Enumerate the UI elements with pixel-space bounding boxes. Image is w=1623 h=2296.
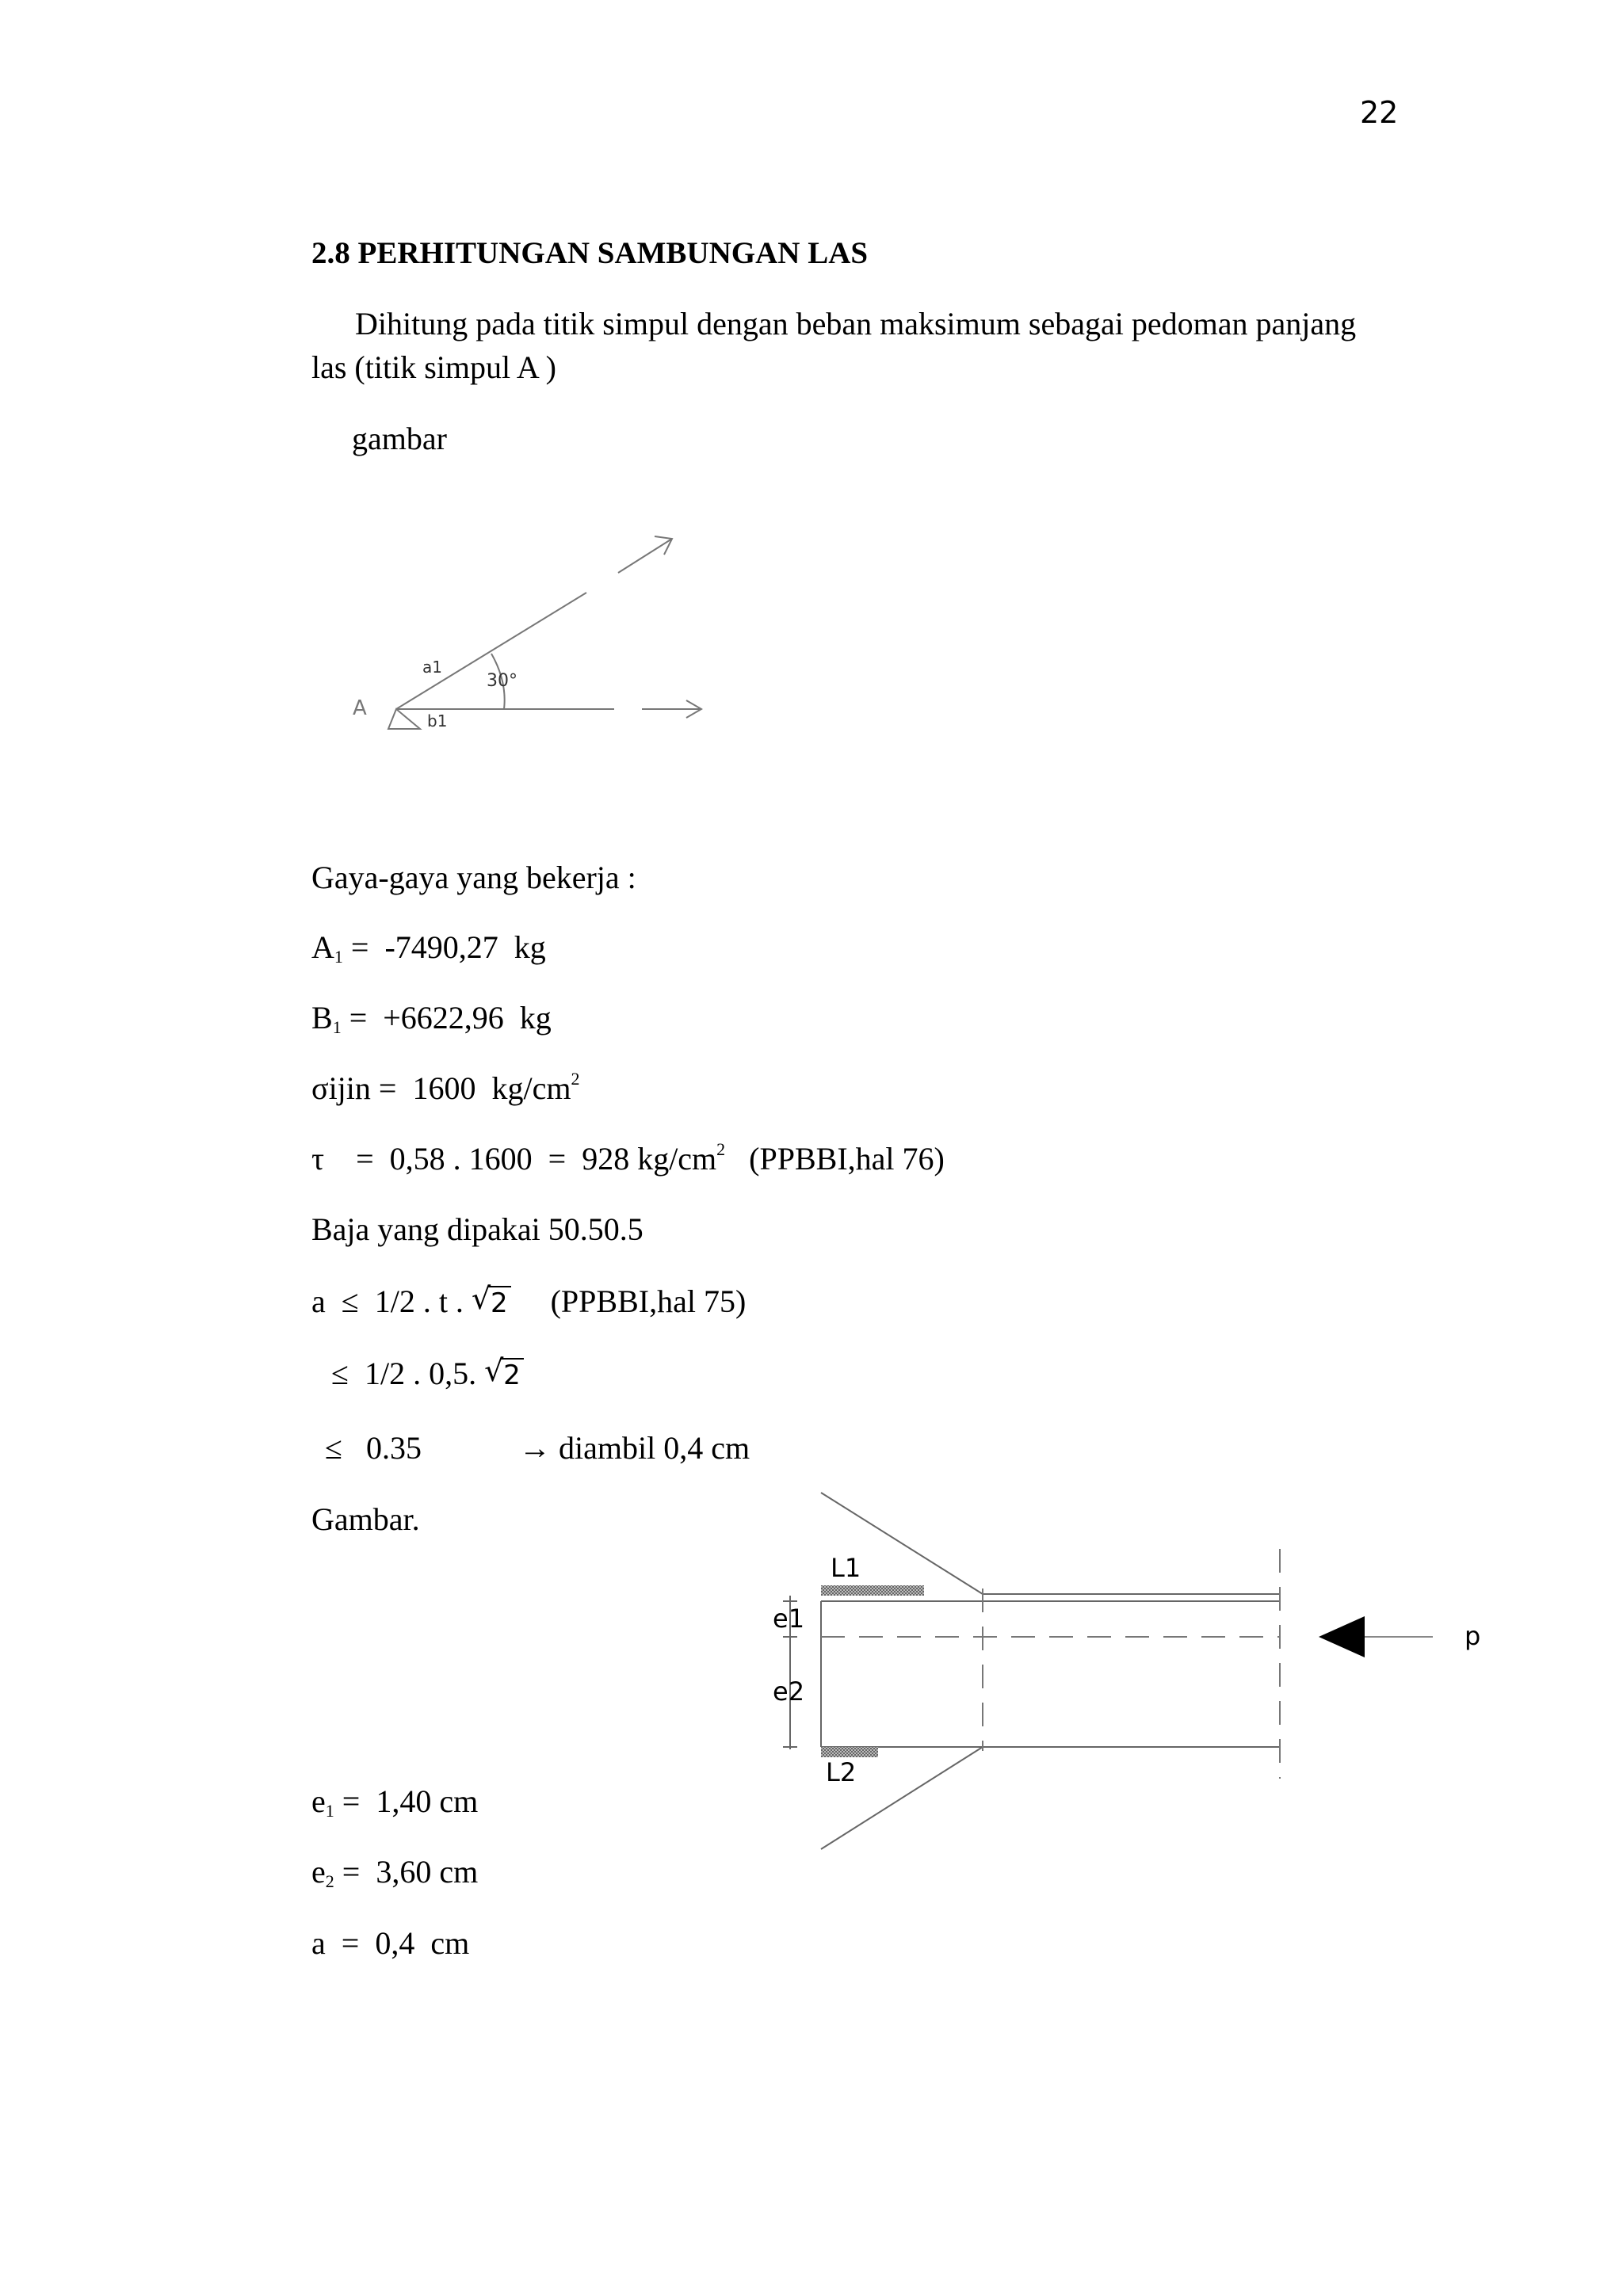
result-a: a = 0,4 cm <box>311 1925 470 1961</box>
eccentricity-e2-label: e2 <box>773 1676 805 1707</box>
weld-l1 <box>821 1585 924 1596</box>
result-e2-value: = 3,60 cm <box>334 1854 479 1890</box>
weld-l2-label: L2 <box>826 1757 857 1787</box>
result-e2 <box>311 1853 478 1891</box>
result-e2-subscript: 2 <box>325 1871 334 1891</box>
load-label: p <box>1465 1621 1481 1651</box>
result-e2-symbol: e <box>311 1854 326 1890</box>
force-b1-symbol: B <box>311 1000 333 1035</box>
weld-l1-label: L1 <box>831 1553 861 1583</box>
member-a1-label: a1 <box>422 658 442 677</box>
shear-stress-reference: (PPBBI,hal 76) <box>725 1141 945 1177</box>
figure-caption-2: Gambar. <box>311 1501 420 1537</box>
result-e1-subscript: 1 <box>325 1801 334 1821</box>
section-title: 2.8 PERHITUNGAN SAMBUNGAN LAS <box>311 236 869 270</box>
force-a1-subscript: 1 <box>334 947 343 967</box>
throat-result-value: ≤ 0.35 <box>325 1430 422 1466</box>
shear-stress-exponent: 2 <box>716 1139 726 1159</box>
page-number: 22 <box>1360 95 1399 130</box>
forces-heading: Gaya-gaya yang bekerja : <box>311 860 636 895</box>
force-a1-value: = -7490,27 kg <box>342 929 546 965</box>
sqrt-symbol: √ 2 <box>484 1355 524 1394</box>
force-b1-value: = +6622,96 kg <box>341 1000 552 1035</box>
steel-profile: Baja yang dipakai 50.50.5 <box>311 1211 643 1247</box>
allowable-stress-text: σijin = 1600 kg/cm <box>311 1070 571 1106</box>
throat-result-choice: → diambil 0,4 cm <box>519 1430 750 1466</box>
sqrt-radicand: 2 <box>487 1286 511 1319</box>
eccentricity-e1-label: e1 <box>773 1604 805 1634</box>
weld-l2 <box>821 1747 878 1757</box>
result-e1 <box>311 1783 478 1821</box>
throat-rule-reference: (PPBBI,hal 75) <box>510 1283 747 1319</box>
member-b1-label: b1 <box>427 711 448 730</box>
throat-calc-text: ≤ 1/2 . 0,5. <box>331 1356 477 1391</box>
throat-rule-text: a ≤ 1/2 . t . <box>311 1283 464 1319</box>
result-e1-value: = 1,40 cm <box>334 1783 479 1819</box>
sqrt-symbol: √ 2 <box>472 1283 511 1322</box>
intro-line-1: Dihitung pada titik simpul dengan beban maksimum sebagai pedoman panjang <box>355 306 1357 341</box>
angle-label: 30° <box>487 671 517 691</box>
figure-caption-1: gambar <box>352 421 447 456</box>
intro-line-2: las (titik simpul A ) <box>311 349 556 385</box>
force-a1-symbol: A <box>311 929 334 965</box>
force-b1-subscript: 1 <box>332 1017 342 1037</box>
node-label-a: A <box>353 696 367 720</box>
sqrt-radicand: 2 <box>500 1358 524 1391</box>
allowable-stress-exponent: 2 <box>571 1069 580 1089</box>
shear-stress-text: τ = 0,58 . 1600 = 928 kg/cm <box>311 1141 717 1177</box>
result-e1-symbol: e <box>311 1783 326 1819</box>
load-arrowhead <box>1319 1616 1365 1657</box>
